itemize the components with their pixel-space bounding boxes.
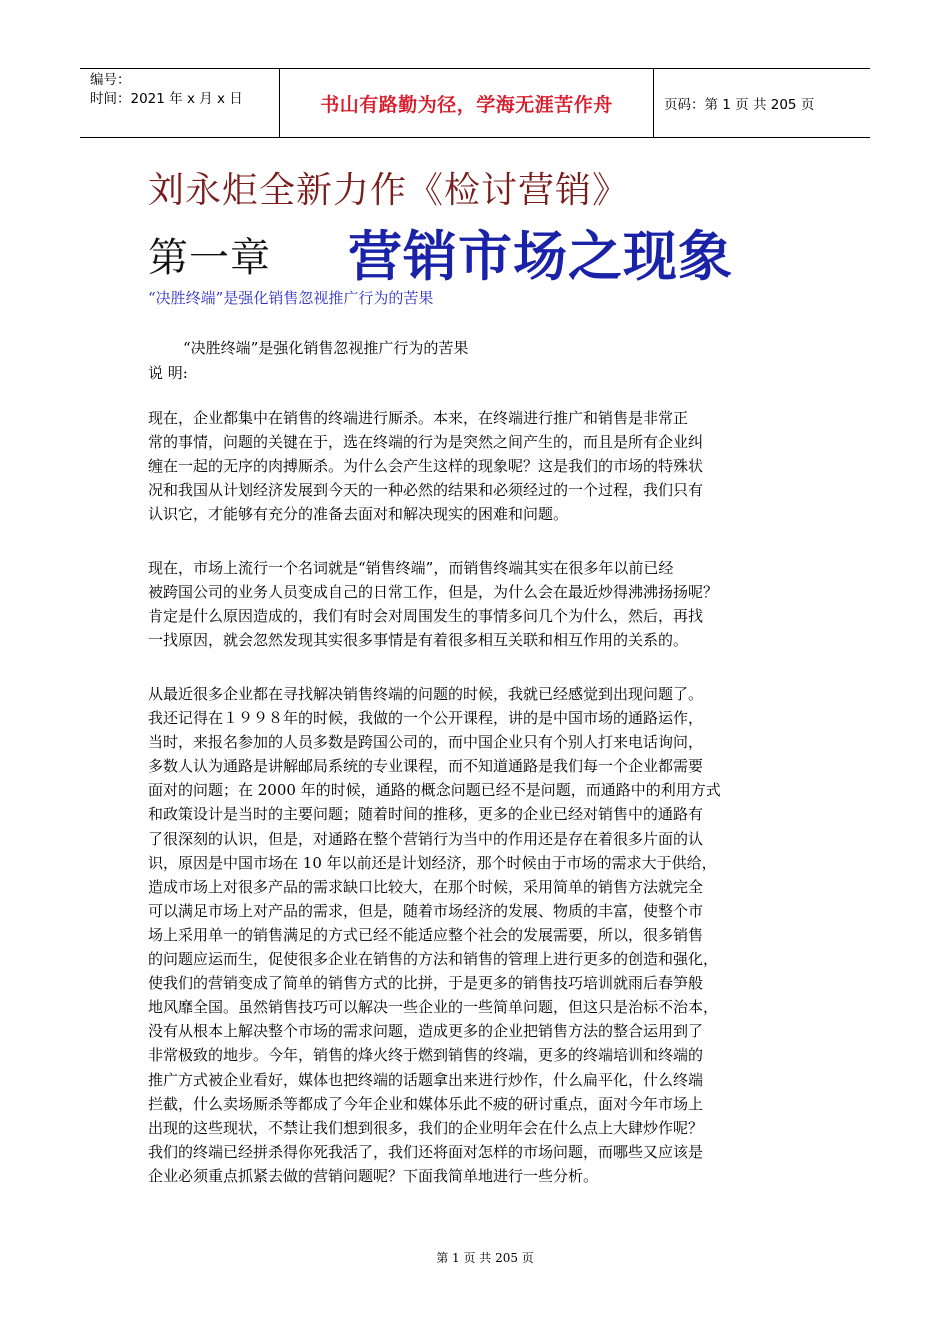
subtitle: “决胜终端”是强化销售忽视推广行为的苦果: [148, 289, 434, 307]
paragraph-line: 当时，来报名参加的人员多数是跨国公司的，而中国企业只有个别人打来电话询问，: [148, 733, 704, 752]
paragraph-line: 了很深刻的认识，但是，对通路在整个营销行为当中的作用还是存在着很多片面的认: [148, 829, 704, 848]
paragraph-3: [148, 682, 808, 1188]
paragraph-line: 从最近很多企业都在寻找解决销售终端的问题的时候，我就已经感觉到出现问题了。: [148, 685, 704, 703]
paragraph-line: 面对的问题；在 2000 年的时候，通路的概念问题已经不是问题，而通路中的利用方式: [148, 781, 721, 800]
paragraph-line: 没有从根本上解决整个市场的需求问题，造成更多的企业把销售方法的整合运用到了: [148, 1022, 704, 1041]
paragraph-line: 使我们的营销变成了简单的销售方式的比拼，于是更多的销售技巧培训就雨后春笋般: [148, 974, 704, 993]
paragraph-2: [148, 556, 808, 652]
header-page-info: 页码：第 1 页 共 205 页: [664, 97, 815, 113]
paragraph-line: 非常极致的地步。今年，销售的烽火终于燃到销售的终端，更多的终端培训和终端的: [148, 1046, 704, 1065]
main-title: 刘永炬全新力作《检讨营销》: [148, 170, 630, 211]
chapter-number: 第一章: [148, 235, 271, 281]
paragraph-line: 可以满足市场上对产品的需求，但是，随着市场经济的发展、物质的丰富，使整个市: [148, 901, 704, 920]
paragraph-line: 缠在一起的无序的肉搏厮杀。为什么会产生这样的现象呢？这是我们的市场的特殊状: [148, 457, 704, 476]
paragraph-line: 多数人认为通路是讲解邮局系统的专业课程，而不知道通路是我们每一个企业都需要: [148, 757, 704, 776]
paragraph-line: 常的事情，问题的关键在于，选在终端的行为是突然之间产生的，而且是所有企业纠: [148, 433, 704, 452]
paragraph-line: 和政策设计是当时的主要问题；随着时间的推移，更多的企业已经对销售中的通路有: [148, 805, 704, 824]
paragraph-1: [148, 406, 808, 526]
chapter-title: 营销市场之现象: [348, 225, 733, 288]
paragraph-line: 推广方式被企业看好，媒体也把终端的话题拿出来进行炒作，什么扁平化，什么终端: [148, 1070, 704, 1089]
explanation-label: 说 明:: [148, 364, 188, 382]
page-footer: 第 1 页 共 205 页: [436, 1251, 534, 1265]
paragraph-line: 企业必须重点抓紧去做的营销问题呢？下面我简单地进行一些分析。: [148, 1166, 599, 1185]
paragraph-line: 场上采用单一的销售满足的方式已经不能适应整个社会的发展需要，所以，很多销售: [148, 925, 704, 944]
paragraph-line: 的问题应运而生，促使很多企业在销售的方法和销售的管理上进行更多的创造和强化，: [148, 950, 719, 969]
paragraph-line: 我们的终端已经拼杀得你死我活了，我们还将面对怎样的市场问题，而哪些又应该是: [148, 1142, 704, 1161]
paragraph-line: 况和我国从计划经济发展到今天的一种必然的结果和必须经过的一个过程，我们只有: [148, 481, 704, 500]
paragraph-line: 造成市场上对很多产品的需求缺口比较大，在那个时候，采用简单的销售方法就完全: [148, 877, 704, 896]
paragraph-line: 现在，企业都集中在销售的终端进行厮杀。本来，在终端进行推广和销售是非常正: [148, 409, 689, 427]
header-table: [80, 68, 870, 138]
paragraph-line: 识，原因是中国市场在 10 年以前还是计划经济，那个时候由于市场的需求大于供给，: [148, 853, 717, 872]
paragraph-line: 拦截，什么卖场厮杀等都成了今年企业和媒体乐此不疲的研讨重点，面对今年市场上: [148, 1094, 704, 1113]
paragraph-line: 认识它，才能够有充分的准备去面对和解决现实的困难和问题。: [148, 505, 569, 524]
number-label: 编号：: [90, 72, 131, 88]
paragraph-line: 一找原因，就会忽然发现其实很多事情是有着很多相互关联和相互作用的关系的。: [148, 631, 689, 650]
paragraph-line: 肯定是什么原因造成的，我们有时会对周围发生的事情多问几个为什么，然后，再找: [148, 607, 704, 626]
header-motto: 书山有路勤为径，学海无涯苦作舟: [280, 69, 654, 137]
paragraph-line: 我还记得在１９９８年的时候，我做的一个公开课程，讲的是中国市场的通路运作，: [148, 709, 704, 728]
paragraph-line: 现在，市场上流行一个名词就是“销售终端”，而销售终端其实在很多年以前已经: [148, 559, 674, 577]
paragraph-line: 被跨国公司的业务人员变成自己的日常工作，但是，为什么会在最近炒得沸沸扬扬呢？: [148, 583, 719, 602]
section-heading: “决胜终端”是强化销售忽视推广行为的苦果: [183, 339, 469, 357]
time-label: 时间：2021 年 x 月 x 日: [90, 91, 243, 107]
paragraph-line: 出现的这些现状，不禁让我们想到很多，我们的企业明年会在什么点上大肆炒作呢？: [148, 1118, 704, 1137]
header-meta: [80, 69, 280, 137]
paragraph-line: 地风靡全国。虽然销售技巧可以解决一些企业的一些简单问题，但这只是治标不治本，: [148, 998, 719, 1017]
